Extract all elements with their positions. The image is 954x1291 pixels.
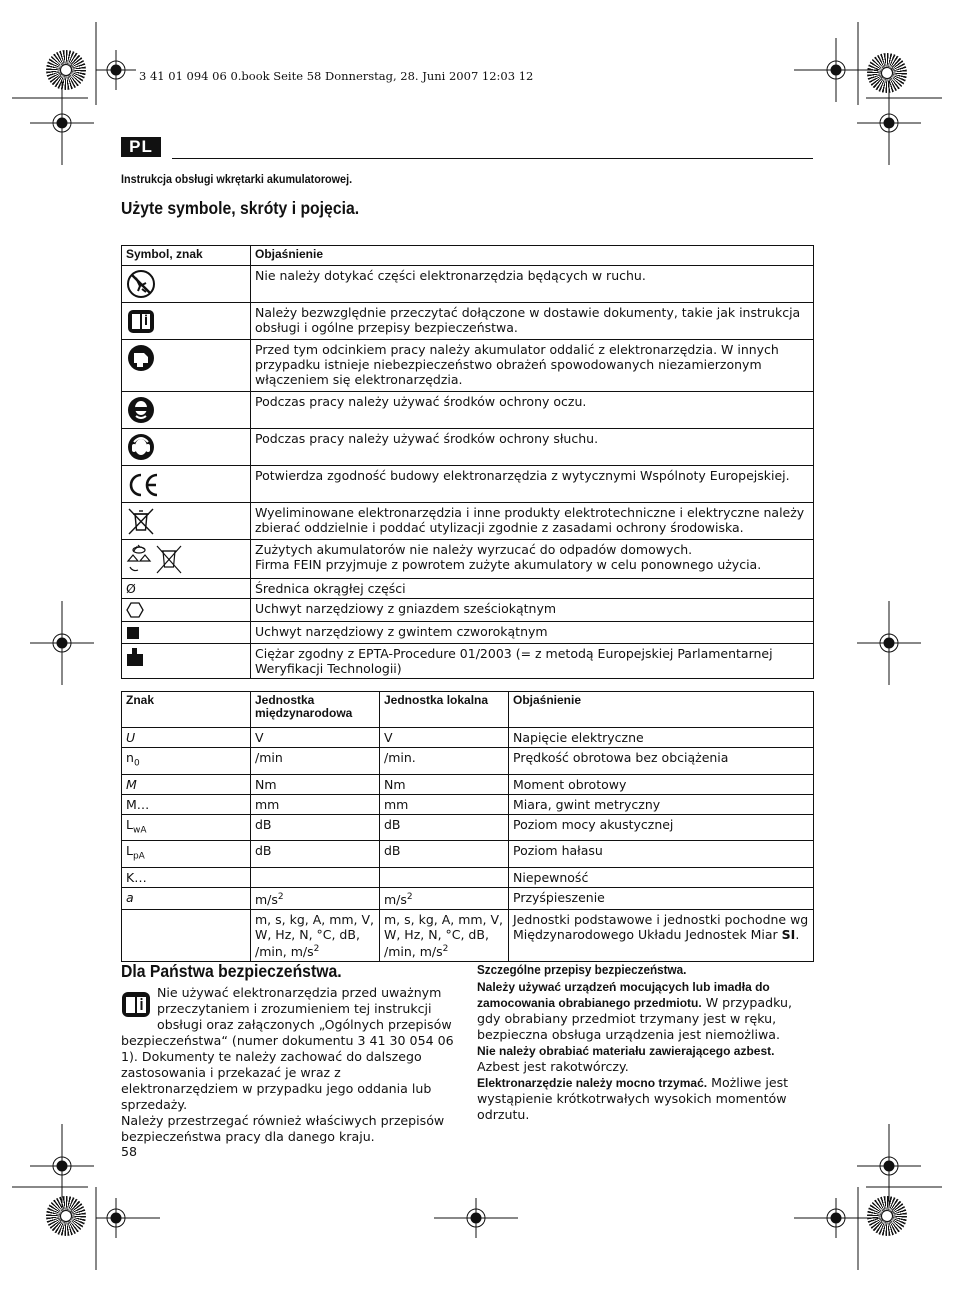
symbol-description: Wyeliminowane elektronarzędzia i inne produkty elektrotechniczne i elektryczne należy zbierać oddzielnie i poddać utylizacji zgodnie z zasadami ochrony środowiska. bbox=[251, 503, 814, 540]
symbols-table bbox=[121, 245, 814, 679]
unit-sign: a bbox=[122, 887, 251, 909]
table-row bbox=[122, 728, 814, 748]
unit-intl: m, s, kg, A, mm, V, W, Hz, N, °C, dB, /min, $m/s^2$ bbox=[251, 909, 380, 961]
unit-desc: Niepewność bbox=[509, 867, 814, 887]
table-row bbox=[122, 466, 814, 503]
unit-sign: $n_0$ bbox=[122, 748, 251, 775]
unit-sign: $L_{pA}$ bbox=[122, 841, 251, 868]
unit-sign: M… bbox=[122, 794, 251, 814]
language-badge: PL bbox=[121, 137, 161, 157]
unit-intl: $m/s^2$ bbox=[251, 887, 380, 909]
special-rules-heading: Szczególne przepisy bezpieczeństwa. bbox=[477, 962, 687, 977]
hexagon-socket-icon bbox=[126, 602, 144, 618]
unit-sign bbox=[122, 909, 251, 961]
symbol-description: Ciężar zgodny z EPTA-Procedure 01/2003 (= z metodą Europejskiej Parlamentarnej Weryfikacji Technologii) bbox=[251, 644, 814, 679]
unit-local: dB bbox=[380, 841, 509, 868]
unit-sign: M bbox=[122, 774, 251, 794]
unit-intl bbox=[251, 867, 380, 887]
table-row bbox=[122, 887, 814, 909]
table-row bbox=[122, 774, 814, 794]
unit-local: V bbox=[380, 728, 509, 748]
ce-mark-icon bbox=[126, 469, 160, 499]
symbol-description: Potwierdza zgodność budowy elektronarzędzia z wytycznymi Wspólnoty Europejskiej. bbox=[251, 466, 814, 503]
right-column bbox=[477, 962, 814, 1123]
units-table bbox=[121, 691, 814, 962]
table-row bbox=[122, 867, 814, 887]
unit-desc: Przyśpieszenie bbox=[509, 887, 814, 909]
unit-intl: Nm bbox=[251, 774, 380, 794]
unit-local: dB bbox=[380, 814, 509, 841]
unit-local: /min. bbox=[380, 748, 509, 775]
symbol-description: Należy bezwzględnie przeczytać dołączone w dostawie dokumenty, takie jak instrukcja obsługi i ogólne przepisy bezpieczeństwa. bbox=[251, 303, 814, 340]
unit-intl: mm bbox=[251, 794, 380, 814]
table-row bbox=[122, 909, 814, 961]
unit-desc: Moment obrotowy bbox=[509, 774, 814, 794]
safety-intro-text: Nie używać elektronarzędzia przed uważnym przeczytaniem i zrozumieniem tej instrukcji obsługi oraz załączonych „Ogólnych przepisów bezpieczeństwa“ (numer dokumentu 3 41 30 054 06 1). Dokumenty te należy zachować do dalszego zastosowania i przekazać je wraz z elektronarzędziem w przypadku jego oddania lub sprzedaży. Należy przestrzegać również właściwych przepisów bezpieczeństwa pracy dla danego kraju. bbox=[121, 985, 454, 1144]
table-row bbox=[122, 429, 814, 466]
weight-icon bbox=[126, 647, 144, 667]
table-row bbox=[122, 540, 814, 579]
symbol-description: Uchwyt narzędziowy z gniazdem sześciokątnym bbox=[251, 599, 814, 622]
table-row bbox=[122, 303, 814, 340]
remove-battery-icon bbox=[126, 343, 156, 373]
unit-desc: Jednostki podstawowe i jednostki pochodne wg Międzynarodowego Układu Jednostek Miar SI. bbox=[509, 909, 814, 961]
diameter-symbol: Ø bbox=[122, 579, 251, 599]
page-number: 58 bbox=[121, 1144, 138, 1159]
unit-local: Nm bbox=[380, 774, 509, 794]
unit-intl: V bbox=[251, 728, 380, 748]
symbol-description: Uchwyt narzędziowy z gwintem czworokątnym bbox=[251, 622, 814, 644]
unit-local: mm bbox=[380, 794, 509, 814]
table-row bbox=[122, 503, 814, 540]
unit-desc: Miara, gwint metryczny bbox=[509, 794, 814, 814]
unit-local: m, s, kg, A, mm, V, W, Hz, N, °C, dB, /min, $m/s^2$ bbox=[380, 909, 509, 961]
unit-desc: Napięcie elektryczne bbox=[509, 728, 814, 748]
table-row bbox=[122, 579, 814, 599]
symbol-description: Podczas pracy należy używać środków ochrony słuchu. bbox=[251, 429, 814, 466]
unit-intl: dB bbox=[251, 814, 380, 841]
unit-local bbox=[380, 867, 509, 887]
symbol-description: Średnica okrągłej części bbox=[251, 579, 814, 599]
table-row bbox=[122, 599, 814, 622]
document-title: Instrukcja obsługi wkrętarki akumulatorowej. bbox=[121, 172, 353, 186]
table-row bbox=[122, 841, 814, 868]
table-header: Objaśnienie bbox=[251, 246, 814, 266]
table-row bbox=[122, 392, 814, 429]
symbol-description: Zużytych akumulatorów nie należy wyrzucać do odpadów domowych. Firma FEIN przyjmuje z powrotem zużyte akumulatory w celu ponownego użycia. bbox=[251, 540, 814, 579]
table-row bbox=[122, 340, 814, 392]
table-header: Jednostka lokalna bbox=[380, 692, 509, 728]
symbol-description: Podczas pracy należy używać środków ochrony oczu. bbox=[251, 392, 814, 429]
unit-desc: Poziom mocy akustycznej bbox=[509, 814, 814, 841]
unit-intl: dB bbox=[251, 841, 380, 868]
unit-desc: Prędkość obrotowa bez obciążenia bbox=[509, 748, 814, 775]
crossed-bin-icon bbox=[126, 506, 156, 536]
file-info-header: 3 41 01 094 06 0.book Seite 58 Donnerstag, 28. Juni 2007 12:03 12 bbox=[139, 69, 534, 83]
read-manual-icon bbox=[126, 306, 156, 336]
eye-protection-icon bbox=[126, 395, 156, 425]
unit-sign: $L_{wA}$ bbox=[122, 814, 251, 841]
square-drive-icon bbox=[126, 626, 140, 640]
table-row bbox=[122, 814, 814, 841]
unit-intl: /min bbox=[251, 748, 380, 775]
table-header: Objaśnienie bbox=[509, 692, 814, 728]
unit-sign: K… bbox=[122, 867, 251, 887]
battery-recycling-icon bbox=[126, 543, 188, 575]
table-row bbox=[122, 794, 814, 814]
table-row bbox=[122, 266, 814, 303]
header-rule bbox=[172, 158, 813, 159]
unit-sign: U bbox=[122, 728, 251, 748]
unit-desc: Poziom hałasu bbox=[509, 841, 814, 868]
ear-protection-icon bbox=[126, 432, 156, 462]
table-header: Symbol, znak bbox=[122, 246, 251, 266]
table-header: Znak bbox=[122, 692, 251, 728]
table-row bbox=[122, 622, 814, 644]
section-title-safety: Dla Państwa bezpieczeństwa. bbox=[121, 961, 342, 981]
symbol-description: Przed tym odcinkiem pracy należy akumulator oddalić z elektronarzędzia. W innych przypadku istnieje niebezpieczeństwo obrażeń spowodowanych niezamierzonym włączeniem się elektronarzędzia. bbox=[251, 340, 814, 392]
no-touch-moving-parts-icon bbox=[126, 269, 156, 299]
unit-local: $m/s^2$ bbox=[380, 887, 509, 909]
special-rules-text: Należy używać urządzeń mocujących lub imadła do zamocowania obrabianego przedmiotu. W przypadku, gdy obrabiany przedmiot trzymany jest w ręku, bezpieczna obsługa urządzenia jest niemożliwa. Nie należy obrabiać materiału zawierającego azbest. Azbest jest rakotwórczy. Elektronarzędzie należy mocno trzymać. Możliwe jest wystąpienie krótkotrwałych wysokich momentów odrzutu. bbox=[477, 980, 792, 1122]
table-row bbox=[122, 748, 814, 775]
symbol-description: Nie należy dotykać części elektronarzędzia będących w ruchu. bbox=[251, 266, 814, 303]
section-title-symbols: Użyte symbole, skróty i pojęcia. bbox=[121, 198, 360, 218]
table-row bbox=[122, 644, 814, 679]
table-header: Jednostka międzynarodowa bbox=[251, 692, 380, 728]
